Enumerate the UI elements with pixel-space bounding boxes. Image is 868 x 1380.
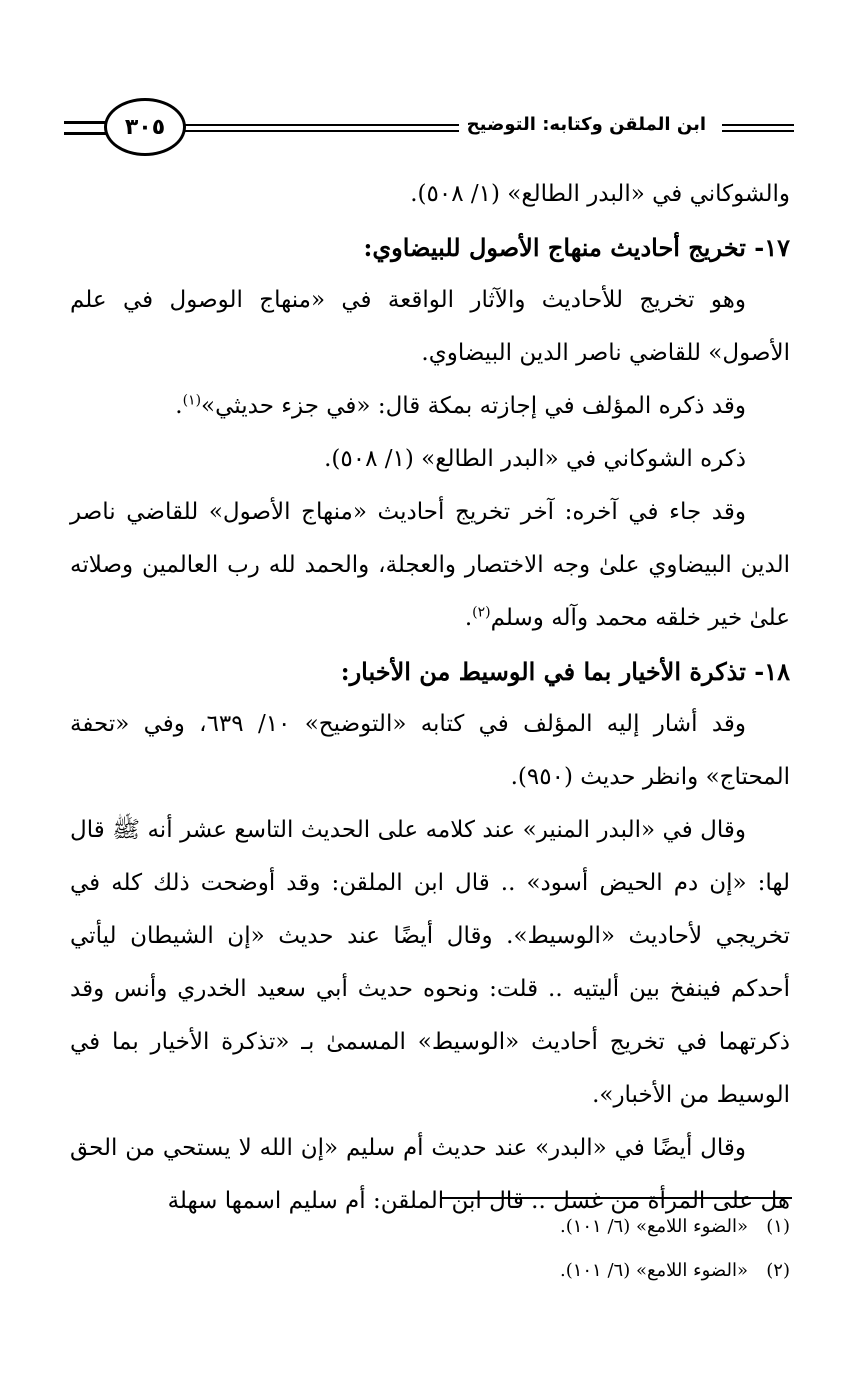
paragraph-3: وهو تخريج للأحاديث والآثار الواقعة في «منهاج الوصول في علم الأصول» للقاضي ناصر الدين البيضاوي. — [70, 287, 790, 366]
paragraph-5: ذكره الشوكاني في «البدر الطالع» (١/ ٥٠٨). — [324, 446, 746, 472]
paragraph-4-end: . — [175, 393, 183, 419]
footnote-ref-2[interactable]: (٢) — [472, 604, 491, 621]
section-heading-18: ١٨- تذكرة الأخيار بما في الوسيط من الأخبار: — [340, 657, 790, 686]
footnote-ref-1[interactable]: (١) — [182, 392, 202, 409]
main-text — [70, 168, 790, 1228]
paragraph-6 — [70, 486, 790, 645]
footnote-number: (١) — [766, 1216, 790, 1237]
paragraph-8: وقد أشار إليه المؤلف في كتابه «التوضيح» ١٠/ ٦٣٩، وفي «تحفة المحتاج» وانظر حديث (٩٥٠). — [70, 711, 790, 790]
paragraph-6-text: وقد جاء في آخره: آخر تخريج أحاديث «منهاج الأصول» للقاضي ناصر الدين البيضاوي علىٰ وجه الاختصار والعجلة، والحمد لله رب العالمين وصلاته علىٰ خير خلقه محمد وآله وسلم — [70, 499, 790, 631]
paragraph-10: وقال أيضًا في «البدر» عند حديث أم سليم «إن الله لا يستحي من الحق هل على المرأة من غسل .. قال ابن الملقن: أم سليم اسمها سهلة — [70, 1135, 790, 1214]
footnote-text: «الضوء اللامع» (٦/ ١٠١). — [559, 1260, 748, 1281]
header-rule-middle — [176, 124, 459, 132]
header-rule-left — [64, 121, 109, 135]
paragraph-9: وقال في «البدر المنير» عند كلامه على الحديث التاسع عشر أنه ﷺ قال لها: «إن دم الحيض أسود» .. قال ابن الملقن: وقد أوضحت ذلك كله في تخريجي لأحاديث «الوسيط». وقال أيضًا عند حديث «إن الشيطان ليأتي أحدكم فينفخ بين أليتيه .. قلت: ونحوه حديث أبي سعيد الخدري وأنس وقد ذكرتهما في تخريج أحاديث «الوسيط» المسمىٰ بـ «تذكرة الأخيار بما في الوسيط من الأخبار». — [70, 817, 790, 1108]
footnotes — [70, 1205, 790, 1293]
page-number-badge — [104, 98, 186, 156]
paragraph-4 — [70, 380, 790, 433]
paragraph-4-text: وقد ذكره المؤلف في إجازته بمكة قال: «في جزء حديثي» — [201, 393, 746, 419]
section-heading-17: ١٧- تخريج أحاديث منهاج الأصول للبيضاوي: — [363, 233, 790, 262]
footnote-number: (٢) — [766, 1260, 790, 1281]
paragraph-1: والشوكاني في «البدر الطالع» (١/ ٥٠٨). — [410, 181, 790, 207]
header-rule-right — [722, 124, 794, 132]
running-title: ابن الملقن وكتابه: التوضيح — [466, 114, 706, 135]
page-number: ٣٠٥ — [124, 114, 166, 140]
footnote-1 — [70, 1205, 790, 1249]
paragraph-6-end: . — [464, 605, 473, 631]
footnote-text: «الضوء اللامع» (٦/ ١٠١). — [559, 1216, 748, 1237]
running-header — [64, 92, 794, 162]
footnote-2 — [70, 1249, 790, 1293]
footnote-separator — [440, 1197, 792, 1199]
